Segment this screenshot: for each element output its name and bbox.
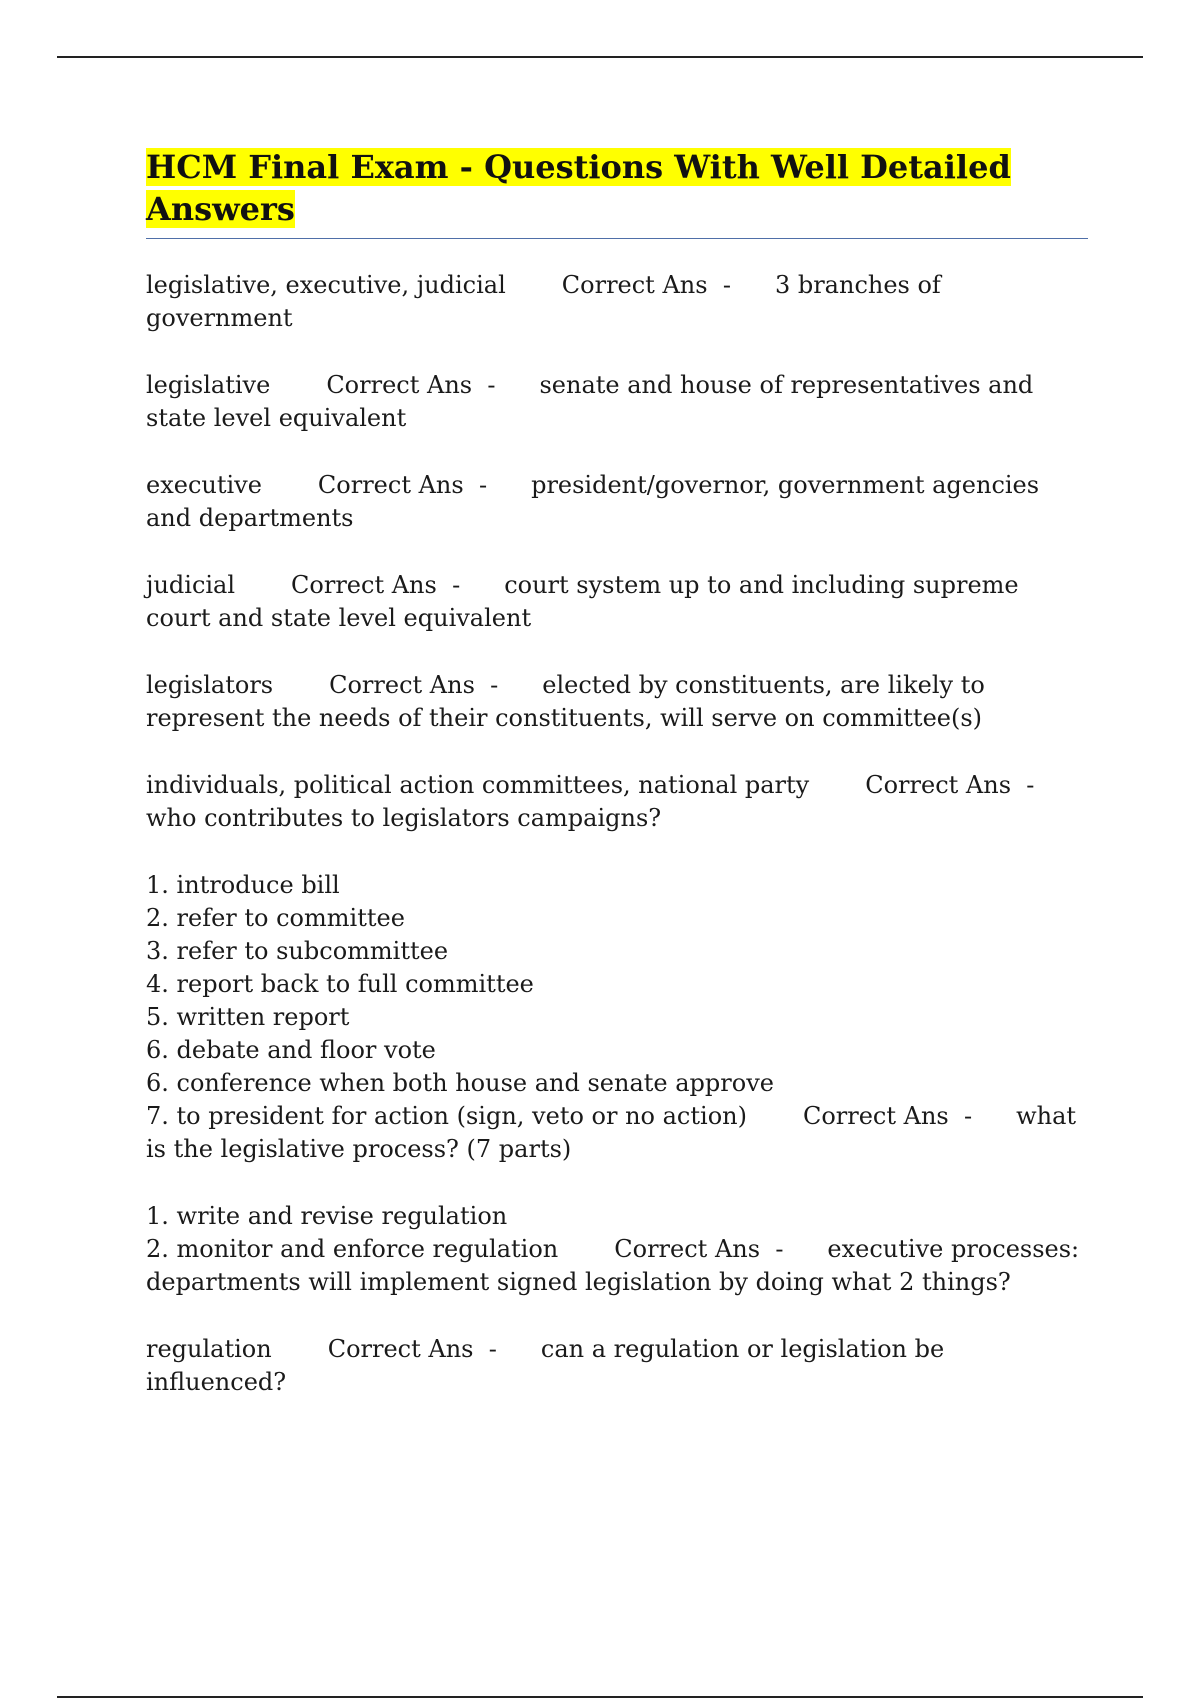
qa-entry: [146, 369, 1088, 435]
term-line: 6. conference when both house and senate approve: [146, 1069, 774, 1097]
term-line: 2. refer to committee: [146, 904, 405, 932]
separator: -: [452, 571, 461, 599]
correct-ans-label: Correct Ans: [614, 1235, 761, 1263]
document-title: [146, 146, 1088, 230]
correct-ans-label: Correct Ans: [865, 771, 1012, 799]
term-line: executive: [146, 471, 262, 499]
qa-entry: [146, 669, 1088, 735]
qa-entry: [146, 869, 1088, 1166]
answer-text: what is the legislative process? (7 parts): [146, 1102, 1077, 1163]
bottom-rule: [57, 1696, 1143, 1698]
term-line: legislative: [146, 371, 271, 399]
correct-ans-label: Correct Ans: [329, 671, 475, 699]
correct-ans-label: Correct Ans: [802, 1102, 949, 1130]
term-line: 1. introduce bill: [146, 871, 340, 899]
title-block: [146, 146, 1088, 239]
term-line: legislators: [146, 671, 274, 699]
separator: -: [722, 271, 731, 299]
term-line: 6. debate and floor vote: [146, 1036, 436, 1064]
answer-text: court system up to and including supreme court and state level equivalent: [146, 571, 1019, 632]
qa-list: [146, 269, 1088, 1399]
qa-entry: [146, 269, 1088, 335]
qa-entry: [146, 569, 1088, 635]
answer-text: senate and house of representatives and state level equivalent: [146, 371, 1034, 432]
answer-text: executive processes: departments will implement signed legislation by doing what 2 things?: [146, 1235, 1080, 1296]
separator: -: [775, 1235, 784, 1263]
correct-ans-label: Correct Ans: [291, 571, 437, 599]
qa-entry: [146, 1333, 1088, 1399]
separator: -: [490, 671, 499, 699]
term-line: regulation: [146, 1335, 272, 1363]
answer-text: 3 branches of government: [146, 271, 941, 332]
term-line: judicial: [146, 571, 236, 599]
term-line: 2. monitor and enforce regulation: [146, 1235, 559, 1263]
separator: -: [487, 371, 496, 399]
answer-text: can a regulation or legislation be influenced?: [146, 1335, 945, 1396]
answer-text: who contributes to legislators campaigns?: [146, 804, 662, 832]
separator: -: [964, 1102, 973, 1130]
term-line: 3. refer to subcommittee: [146, 937, 449, 965]
document-body: [146, 146, 1088, 1433]
qa-entry: [146, 769, 1088, 835]
term-line: 4. report back to full committee: [146, 970, 534, 998]
term-line: individuals, political action committees, national party: [146, 771, 810, 799]
answer-text: president/governor, government agencies and departments: [146, 471, 1040, 532]
qa-entry: [146, 1200, 1088, 1299]
correct-ans-label: Correct Ans: [326, 371, 473, 399]
term-line: legislative, executive, judicial: [146, 271, 506, 299]
separator: -: [478, 471, 488, 499]
title-highlight: HCM Final Exam - Questions With Well Detailed Answers: [146, 148, 1011, 228]
answer-text: elected by constituents, are likely to represent the needs of their constituents, will serve on committee(s): [146, 671, 985, 732]
term-line: 1. write and revise regulation: [146, 1202, 508, 1230]
correct-ans-label: Correct Ans: [561, 271, 708, 299]
correct-ans-label: Correct Ans: [317, 471, 464, 499]
correct-ans-label: Correct Ans: [327, 1335, 474, 1363]
term-line: 5. written report: [146, 1003, 350, 1031]
top-rule: [57, 56, 1143, 58]
separator: -: [1026, 771, 1035, 799]
qa-entry: [146, 469, 1088, 535]
separator: -: [488, 1335, 497, 1363]
term-line: 7. to president for action (sign, veto or no action): [146, 1102, 747, 1130]
